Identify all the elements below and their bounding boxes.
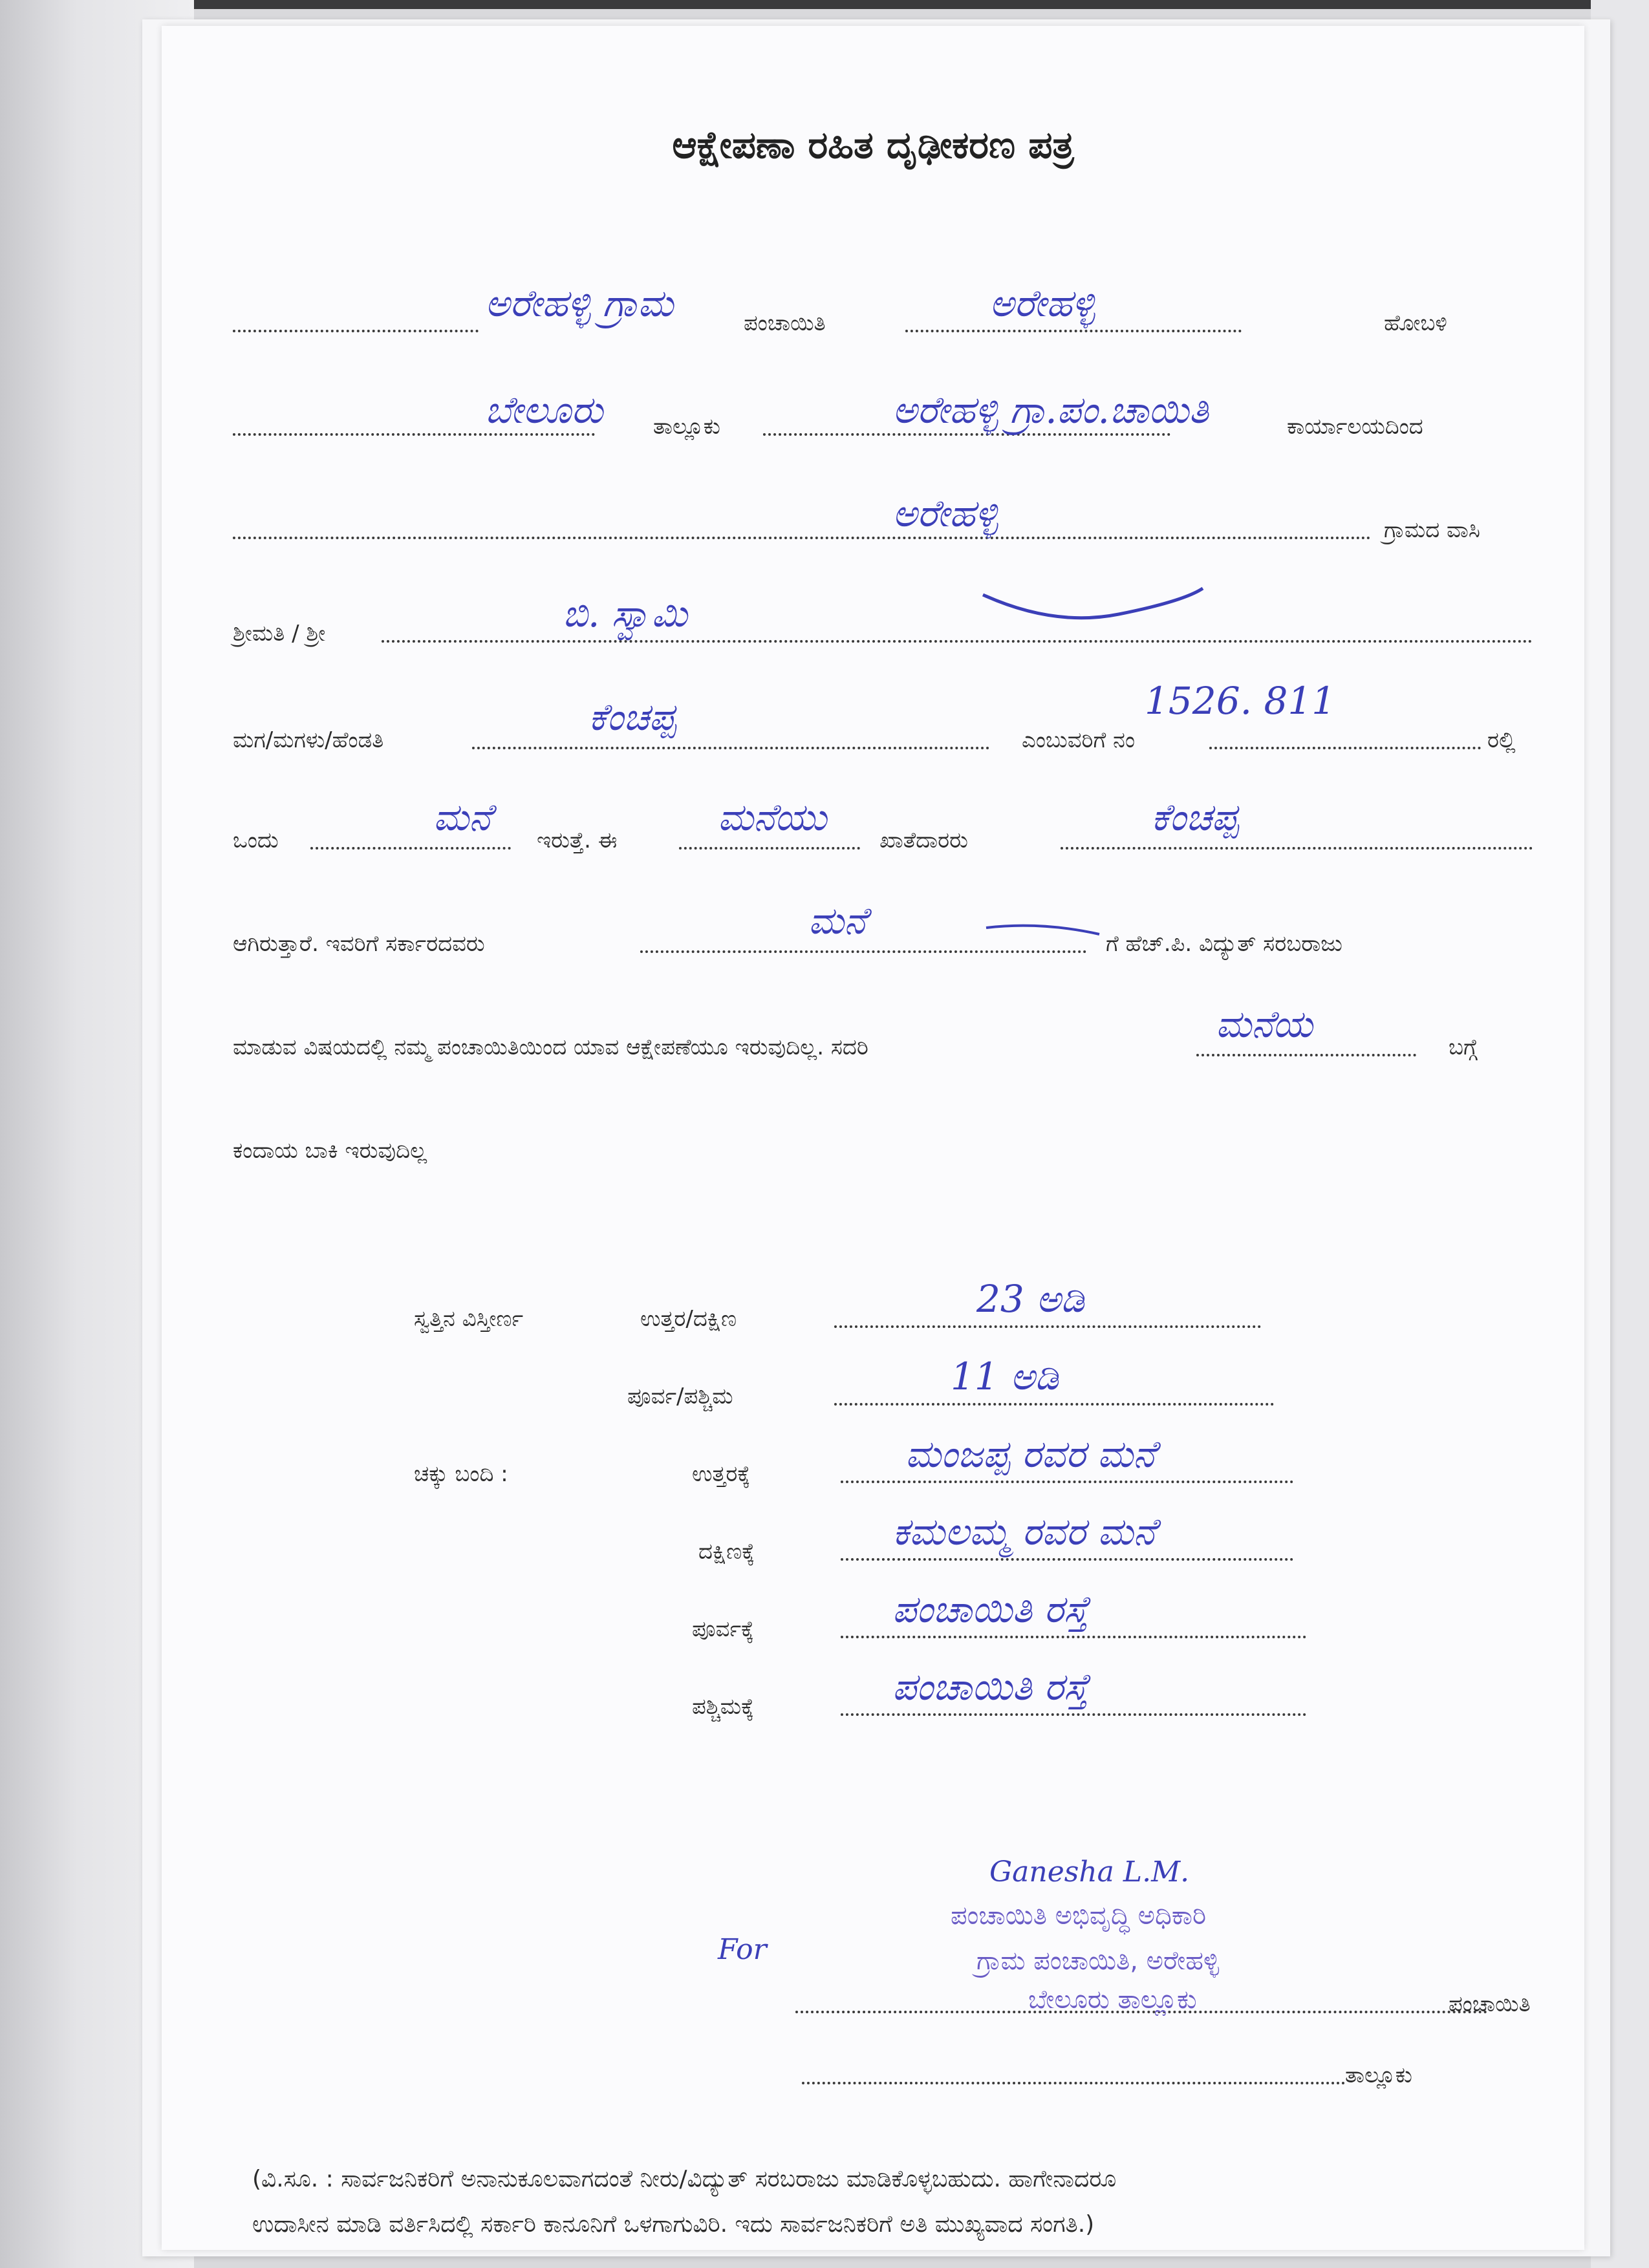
footnote-line-1: (ವಿ.ಸೂ. : ಸಾರ್ವಜನಿಕರಿಗೆ ಅನಾನುಕೂಲವಾಗದಂತೆ ನೀರು/ವಿದ್ಯುತ್ ಸರಬರಾಜು ಮಾಡಿಕೊಳ್ಳಬಹುದು. ಹಾಗೇನಾದರೂ — [252, 2166, 1117, 2192]
handwritten-village: ಅರೇಹಳ್ಳಿ — [892, 491, 998, 535]
dotted-line — [310, 847, 511, 850]
label-chakku-bandi: ಚಕ್ಕು ಬಂದಿ : — [414, 1461, 508, 1487]
handwritten-supply-for: ಮನೆ — [808, 899, 867, 943]
label-maga-magalu-hendathi: ಮಗ/ಮಗಳು/ಹೆಂಡತಿ — [233, 727, 384, 753]
dotted-line — [640, 950, 1086, 953]
dotted-line — [1196, 1054, 1416, 1056]
handwritten-east-west: 11 ಅಡಿ — [951, 1354, 1059, 1398]
handwritten-relation-name: ಕೆಂಚಪ್ಪ — [588, 695, 676, 739]
handwritten-owner: ಕೆಂಚಪ್ಪ — [1151, 795, 1239, 839]
handwritten-ee: ಮನೆಯು — [718, 795, 827, 839]
label-agiruththare: ಆಗಿರುತ್ತಾರೆ. ಇವರಿಗೆ ಸರ್ಕಾರದವರು — [233, 931, 485, 957]
label-poorva-pashchima: ಪೂರ್ವ/ಪಶ್ಚಿಮ — [627, 1384, 733, 1409]
signature-name: Ganesha L.M. — [989, 1856, 1190, 1888]
for-mark: For — [718, 1933, 767, 1966]
label-thalluku-sign: ತಾಲ್ಲೂಕು — [1345, 2062, 1412, 2088]
dotted-line — [472, 747, 989, 749]
handwritten-number: 1526. 811 — [1145, 679, 1336, 723]
dotted-line — [802, 2082, 1345, 2084]
dotted-line — [1061, 847, 1533, 850]
handwritten-south: ಕಮಲಮ್ಮ ರವರ ಮನೆ — [892, 1510, 1156, 1554]
stamp-line-2: ಗ್ರಾಮ ಪಂಚಾಯಿತಿ, ಅರೇಹಳ್ಳಿ — [976, 1946, 1220, 1976]
dotted-line — [834, 1403, 1274, 1406]
dotted-line — [233, 537, 1371, 539]
dotted-line — [679, 847, 860, 850]
dotted-line — [1209, 747, 1481, 749]
label-bagge: ಬಗ್ಗೆ — [1449, 1034, 1478, 1060]
handwritten-taluk: ಬೇಲೂರು — [485, 388, 603, 432]
dotted-line — [841, 1481, 1293, 1483]
dotted-line — [841, 1558, 1293, 1561]
label-ondu: ಒಂದು — [233, 828, 279, 853]
dotted-line — [841, 1713, 1306, 1716]
document-title: ಆಕ್ಷೇಪಣಾ ರಹಿತ ದೃಢೀಕರಣ ಪತ್ರ — [672, 123, 1074, 167]
dotted-line — [834, 1325, 1261, 1328]
label-dakshinakke: ದಕ್ಷಿಣಕ್ಕೆ — [698, 1539, 755, 1565]
dotted-line — [382, 640, 1533, 643]
handwritten-north-south: 23 ಅಡಿ — [976, 1277, 1085, 1321]
handwritten-name: ಬಿ. ಸ್ವಾಮಿ — [563, 592, 687, 636]
dotted-line — [841, 1636, 1306, 1638]
label-iruththe-ee: ಇರುತ್ತೆ. ಈ — [537, 828, 618, 853]
label-uththarakke: ಉತ್ತರಕ್ಕೆ — [692, 1461, 751, 1487]
handwritten-hobli: ಅರೇಹಳ್ಳಿ — [989, 281, 1095, 325]
label-poorvakke: ಪೂರ್ವಕ್ಕೆ — [692, 1616, 754, 1642]
label-panchayithi-sign: ಪಂಚಾಯಿತಿ — [1449, 1991, 1531, 2017]
label-maaduva-vishaya: ಮಾಡುವ ವಿಷಯದಲ್ಲಿ ನಮ್ಮ ಪಂಚಾಯಿತಿಯಿಂದ ಯಾವ ಆಕ್ಷೇಪಣೆಯೂ ಇರುವುದಿಲ್ಲ. ಸದರಿ — [233, 1034, 868, 1060]
label-swaththina-vistheerna: ಸ್ವತ್ತಿನ ವಿಸ್ತೀರ್ಣ — [414, 1306, 524, 1332]
label-ralli: ರಲ್ಲಿ — [1487, 727, 1516, 753]
label-taluku: ತಾಲ್ಲೂಕು — [653, 414, 720, 440]
label-gramada-vasi: ಗ್ರಾಮದ ವಾಸಿ — [1384, 517, 1480, 543]
label-khathedararu: ಖಾತೆದಾರರು — [879, 828, 968, 853]
handwritten-west: ಪಂಚಾಯಿತಿ ರಸ್ತೆ — [892, 1665, 1089, 1709]
dotted-line — [233, 433, 595, 436]
stamp-line-1: ಪಂಚಾಯಿತಿ ಅಭಿವೃದ್ಧಿ ಅಧಿಕಾರಿ — [951, 1901, 1207, 1931]
dotted-line — [763, 433, 1170, 436]
label-ge-hescom: ಗೆ ಹೆಚ್.ಪಿ. ವಿದ್ಯುತ್ ಸರಬರಾಜು — [1106, 931, 1342, 957]
dotted-line — [233, 330, 479, 332]
pen-stroke — [976, 582, 1209, 627]
scan-top-edge — [0, 0, 1649, 9]
certificate-page — [162, 26, 1584, 2250]
label-embuvarige-no: ಎಂಬುವರಿಗೆ ನಂ — [1022, 727, 1136, 753]
handwritten-office: ಅರೇಹಳ್ಳಿ ಗ್ರಾ.ಪಂ.ಚಾಯಿತಿ — [892, 388, 1209, 432]
label-hobli: ಹೋಬಳಿ — [1384, 310, 1447, 336]
handwritten-grama: ಅರೇಹಳ್ಳಿ ಗ್ರಾಮ — [485, 281, 674, 325]
label-pashchimakke: ಪಶ್ಚಿಮಕ್ಕೆ — [692, 1694, 755, 1720]
pen-stroke — [983, 918, 1106, 944]
handwritten-east: ಪಂಚಾಯಿತಿ ರಸ್ತೆ — [892, 1587, 1089, 1631]
handwritten-sadari: ಮನೆಯ — [1216, 1002, 1313, 1046]
label-panchayithi: ಪಂಚಾಯಿತಿ — [744, 310, 826, 336]
dotted-line — [905, 330, 1242, 332]
handwritten-ondu: ಮನೆ — [433, 795, 491, 839]
footnote-line-2: ಉದಾಸೀನ ಮಾಡಿ ವರ್ತಿಸಿದಲ್ಲಿ ಸರ್ಕಾರಿ ಕಾನೂನಿಗೆ ಒಳಗಾಗುವಿರಿ. ಇದು ಸಾರ್ವಜನಿಕರಿಗೆ ಅತಿ ಮುಖ್ಯವಾದ ಸಂಗತಿ.) — [252, 2211, 1095, 2238]
label-kandaya-baki: ಕಂದಾಯ ಬಾಕಿ ಇರುವುದಿಲ್ಲ — [233, 1138, 427, 1164]
handwritten-north: ಮಂಜಪ್ಪ ರವರ ಮನೆ — [905, 1432, 1156, 1476]
label-shrimathi-shri: ಶ್ರೀಮತಿ / ಶ್ರೀ — [233, 621, 326, 647]
label-karyalayadinda: ಕಾರ್ಯಾಲಯದಿಂದ — [1287, 414, 1423, 440]
label-uththara-dakshina: ಉತ್ತರ/ದಕ್ಷಿಣ — [640, 1306, 737, 1332]
stamp-line-3: ಬೇಲೂರು ತಾಲ್ಲೂಕು — [1028, 1985, 1197, 2015]
